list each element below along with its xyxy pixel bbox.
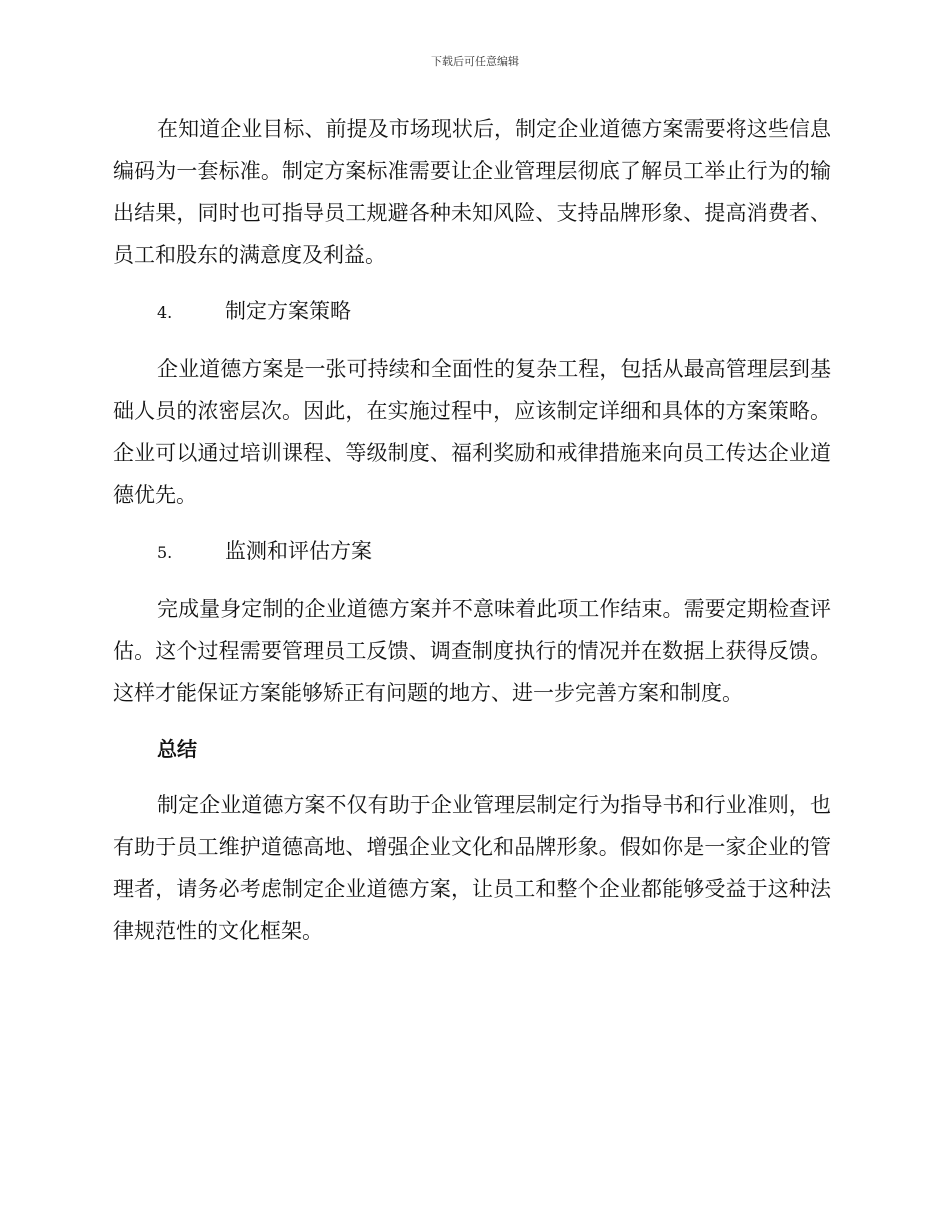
paragraph-monitoring: 完成量身定制的企业道德方案并不意味着此项工作结束。需要定期检查评估。这个过程需要管理员工反馈、调查制度执行的情况并在数据上获得反馈。这样才能保证方案能够矫正有问题的地方、进一步完善方案和制度。 [113,597,831,705]
list-title: 监测和评估方案 [225,539,372,563]
list-title: 制定方案策略 [225,299,351,323]
list-heading-monitoring [113,530,831,574]
paragraph-standards: 在知道企业目标、前提及市场现状后，制定企业道德方案需要将这些信息编码为一套标准。制定方案标准需要让企业管理层彻底了解员工举止行为的输出结果，同时也可指导员工规避各种未知风险、支持品牌形象、提高消费者、员工和股东的满意度及利益。 [113,117,831,267]
list-heading-strategy [113,290,831,334]
document-body [113,108,831,966]
summary-heading: 总结 [157,737,197,761]
paragraph-summary: 制定企业道德方案不仅有助于企业管理层制定行为指导书和行业准则，也有助于员工维护道德高地、增强企业文化和品牌形象。假如你是一家企业的管理者，请务必考虑制定企业道德方案，让员工和整个企业都能够受益于这种法律规范性的文化框架。 [113,793,831,943]
list-number: 5. [157,543,173,562]
page-header: 下载后可任意编辑 [431,55,519,68]
paragraph-strategy: 企业道德方案是一张可持续和全面性的复杂工程，包括从最高管理层到基础人员的浓密层次。因此，在实施过程中，应该制定详细和具体的方案策略。企业可以通过培训课程、等级制度、福利奖励和戒律措施来向员工传达企业道德优先。 [113,357,831,507]
list-number: 4. [157,303,173,322]
